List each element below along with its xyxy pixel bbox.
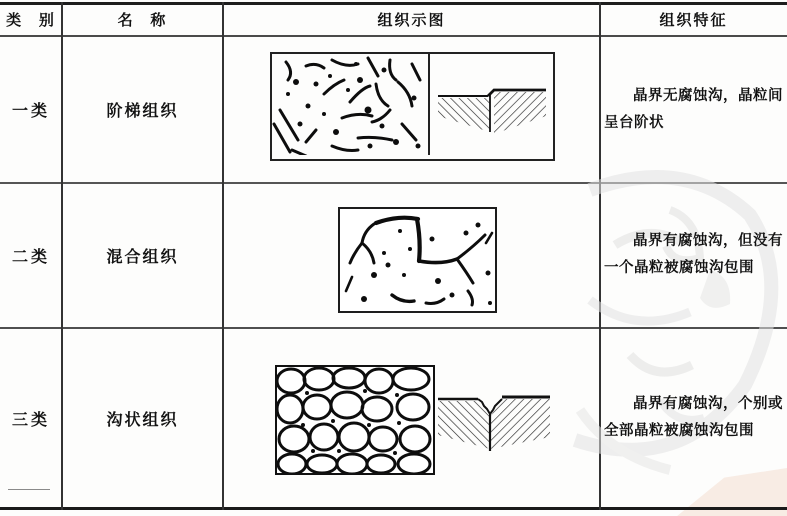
row2-feature — [604, 183, 783, 327]
row3-name: 沟状组织 — [106, 411, 179, 429]
micrograph-grain-network — [275, 365, 435, 475]
row2-name: 混合组织 — [106, 248, 179, 266]
row1-diagram-frame — [270, 52, 555, 161]
row3-feature — [604, 328, 783, 508]
row2-category: 二类 — [11, 248, 50, 266]
header-diagram: 组织示图 — [377, 13, 446, 29]
header-name: 名 称 — [117, 13, 168, 29]
step-cross-section — [438, 86, 546, 139]
header-category: 类 别 — [6, 13, 56, 29]
header-feature: 组织特征 — [659, 13, 728, 29]
groove-cross-section — [438, 391, 550, 455]
row1-feature-text: 晶界无腐蚀沟，晶粒间呈台阶状 — [604, 87, 783, 131]
row1-diagram-frame-divider — [428, 54, 430, 155]
row2-feature-text: 晶界有腐蚀沟，但没有一个晶粒被腐蚀沟包围 — [604, 233, 783, 276]
row1-category: 一类 — [11, 103, 50, 120]
row3-category: 三类 — [11, 411, 50, 429]
row1-name: 阶梯组织 — [106, 103, 179, 120]
row3-feature-text: 晶界有腐蚀沟，个别或全部晶粒被腐蚀沟包围 — [604, 396, 783, 439]
micrograph-partial-network — [338, 207, 497, 313]
row1-feature — [604, 36, 783, 183]
micrograph-speckled — [272, 54, 428, 155]
